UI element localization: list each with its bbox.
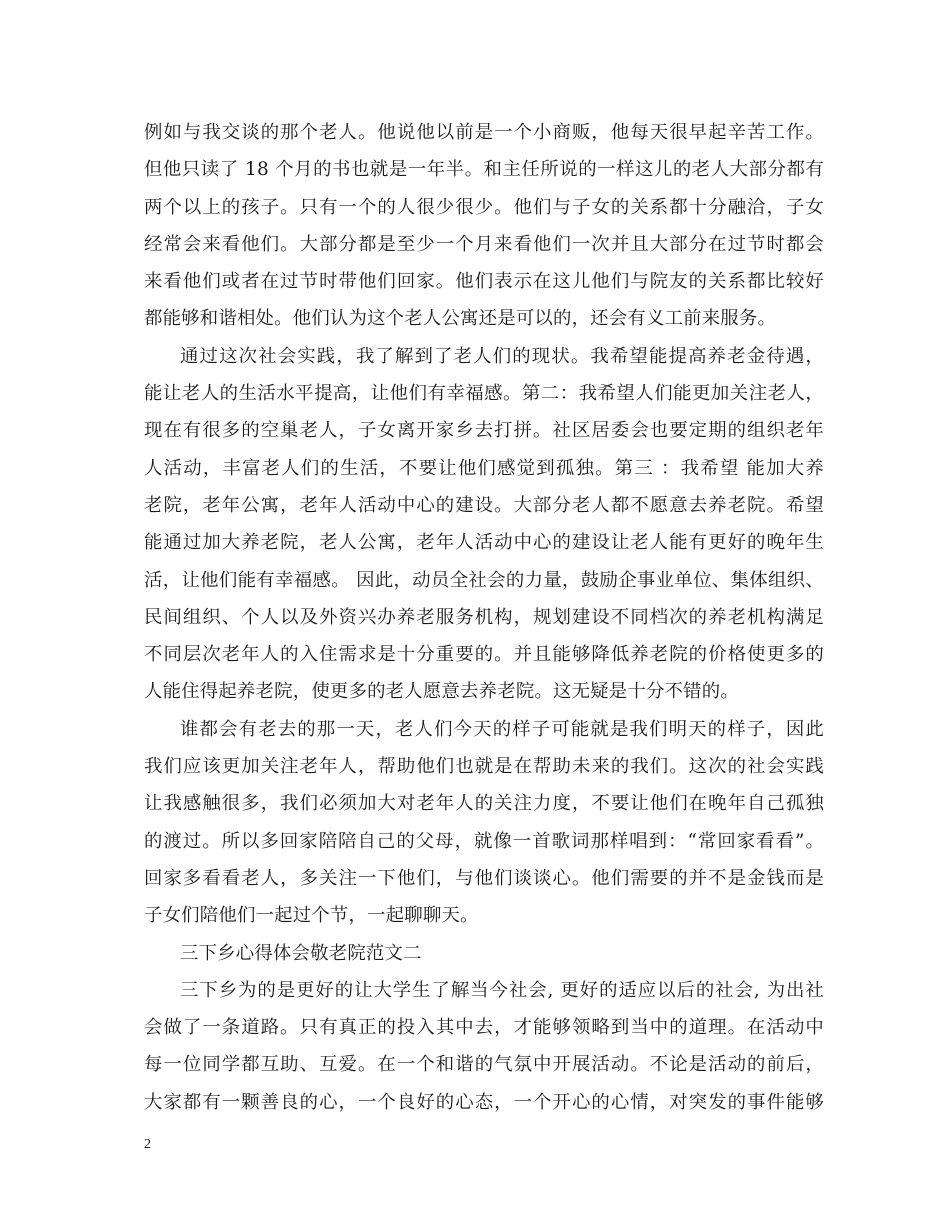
- text-line: 子女们陪他们一起过个节，一起聊聊天。: [144, 905, 479, 927]
- text-line: 能通过加大养老院，老人公寓，老年人活动中心的建设让老人能有更好的晚年生: [144, 532, 824, 554]
- text-line: 人活动，丰富老人们的生活，不要让他们感觉到孤独。第三 ：我希望 能加大养: [144, 457, 824, 479]
- text-line: 但他只读了 18 个月的书也就是一年半。和主任所说的一样这儿的老人大部分都有: [144, 159, 824, 181]
- paragraph-first-line: 三下乡为的是更好的让大学生了解当今社会, 更好的适应以后的社会, 为出社: [180, 979, 824, 1001]
- text-line: 的渡过。所以多回家陪陪自己的父母，就像一首歌词那样唱到：“常回家看看”。: [144, 830, 824, 852]
- text-line: 来看他们或者在过节时带他们回家。他们表示在这儿他们与院友的关系都比较好: [144, 271, 824, 293]
- text-line: 让我感触很多，我们必须加大对老年人的关注力度，不要让他们在晚年自己孤独: [144, 793, 824, 815]
- text-line: 两个以上的孩子。只有一个的人很少很少。他们与子女的关系都十分融洽，子女: [144, 196, 824, 218]
- page-number: 2: [144, 1137, 151, 1152]
- text-line: 每一位同学都互助、互爱。在一个和谐的气氛中开展活动。不论是活动的前后，: [144, 1054, 824, 1076]
- text-line: 老院，老年公寓，老年人活动中心的建设。大部分老人都不愿意去养老院。希望: [144, 494, 824, 516]
- text-line: 大家都有一颗善良的心，一个良好的心态，一个开心的心情，对突发的事件能够: [144, 1091, 824, 1113]
- text-line: 现在有很多的空巢老人，子女离开家乡去打拼。社区居委会也要定期的组织老年: [144, 420, 824, 442]
- text-line: 都能够和谐相处。他们认为这个老人公寓还是可以的，还会有义工前来服务。: [144, 308, 777, 330]
- text-line: 例如与我交谈的那个老人。他说他以前是一个小商贩，他每天很早起辛苦工作。: [144, 122, 824, 143]
- text-line: 不同层次老年人的入住需求是十分重要的。并且能够降低养老院的价格使更多的: [144, 644, 824, 666]
- text-line: 经常会来看他们。大部分都是至少一个月来看他们一次并且大部分在过节时都会: [144, 233, 824, 255]
- text-line: 我们应该更加关注老年人，帮助他们也就是在帮助未来的我们。这次的社会实践: [144, 756, 824, 778]
- text-line: 会做了一条道路。只有真正的投入其中去，才能够领略到当中的道理。在活动中: [144, 1017, 824, 1039]
- paragraph-first-line: 谁都会有老去的那一天，老人们今天的样子可能就是我们明天的样子，因此: [180, 718, 824, 740]
- text-line: 能让老人的生活水平提高，让他们有幸福感。第二：我希望人们能更加关注老人，: [144, 383, 824, 405]
- section-heading: 三下乡心得体会敬老院范文二: [180, 942, 422, 964]
- document-body: [144, 114, 824, 1121]
- text-line: 活，让他们能有幸福感。 因此，动员全社会的力量，鼓励企事业单位、集体组织、: [144, 569, 824, 591]
- text-line: 人能住得起养老院，使更多的老人愿意去养老院。这无疑是十分不错的。: [144, 681, 739, 703]
- paragraph-first-line: 通过这次社会实践，我了解到了老人们的现状。我希望能提高养老金待遇，: [180, 345, 824, 367]
- text-line: 回家多看看老人，多关注一下他们，与他们谈谈心。他们需要的并不是金钱而是: [144, 867, 824, 889]
- text-line: 民间组织、个人以及外资兴办养老服务机构，规划建设不同档次的养老机构满足: [144, 606, 824, 628]
